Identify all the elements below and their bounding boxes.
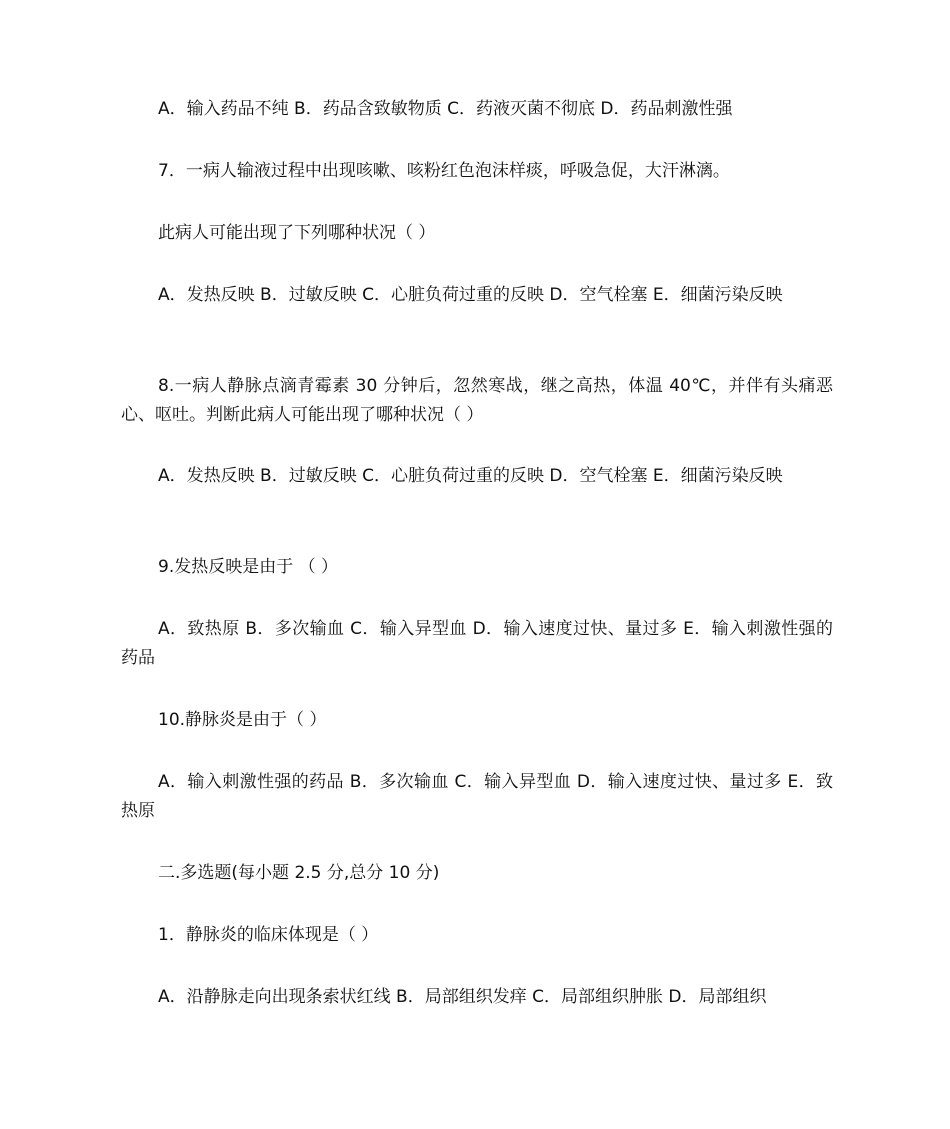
question-8-stem: 8.一病人静脉点滴青霉素 30 分钟后，忽然寒战，继之高热，体温 40℃，并伴有头痛恶心、呕吐。判断此病人可能出现了哪种状况（ ） xyxy=(121,376,833,425)
question-9-stem: 9.发热反映是由于 （ ） xyxy=(158,557,339,577)
question-10-options: A．输入刺激性强的药品 B．多次输血 C．输入异型血 D．输入速度过快、量过多 E．致热原 xyxy=(121,772,833,821)
question-6-options: A．输入药品不纯 B．药品含致敏物质 C．药液灭菌不彻底 D．药品刺激性强 xyxy=(158,99,733,119)
question-10-stem: 10.静脉炎是由于（ ） xyxy=(158,710,327,730)
question-7-options: A．发热反映 B．过敏反映 C．心脏负荷过重的反映 D．空气栓塞 E．细菌污染反映 xyxy=(158,285,783,305)
question-7-stem: 7．一病人输液过程中出现咳嗽、咳粉红色泡沫样痰，呼吸急促，大汗淋漓。 xyxy=(158,161,730,181)
question-9-options: A．致热原 B．多次输血 C．输入异型血 D．输入速度过快、量过多 E．输入刺激性强的药品 xyxy=(121,619,833,668)
section-heading-multiple-choice: 二.多选题(每小题 2.5 分,总分 10 分) xyxy=(158,863,440,883)
multi-question-1-stem: 1．静脉炎的临床体现是（ ） xyxy=(158,925,379,945)
multi-question-1-options: A．沿静脉走向出现条索状红线 B．局部组织发痒 C．局部组织肿胀 D．局部组织 xyxy=(158,987,767,1007)
question-8-options: A．发热反映 B．过敏反映 C．心脏负荷过重的反映 D．空气栓塞 E．细菌污染反映 xyxy=(158,466,783,486)
question-7-prompt: 此病人可能出现了下列哪种状况（ ） xyxy=(158,223,436,243)
